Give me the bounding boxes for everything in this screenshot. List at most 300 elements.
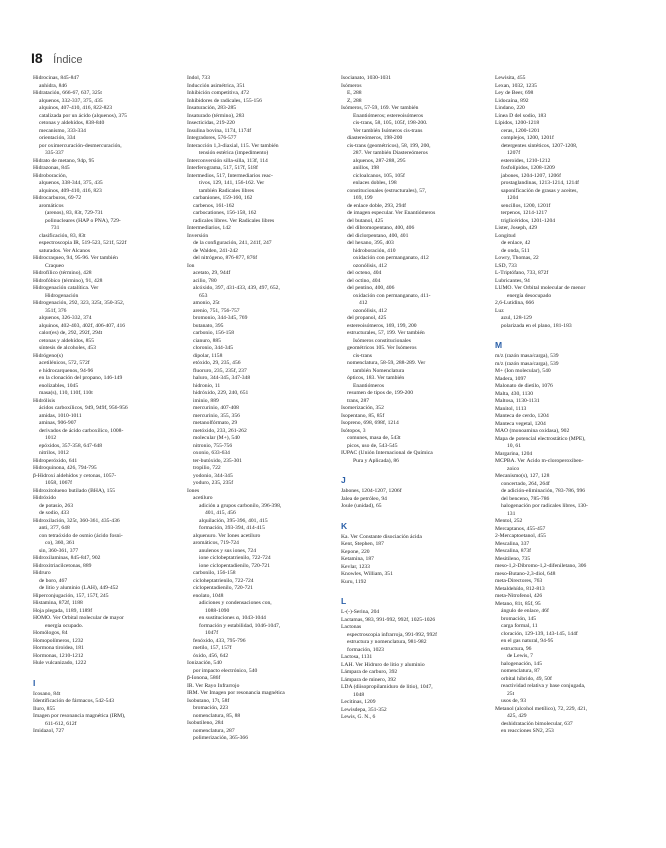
index-entry: Hidratación, 666-67, 637, 325t — [33, 90, 102, 96]
index-entry: tensión estérica (impedimento) — [199, 150, 269, 156]
index-entry: butanato, 395 — [193, 322, 224, 329]
index-entry: nomenclatura, 87 — [501, 668, 540, 674]
index-entry: acetato, 29, 944f — [193, 270, 231, 276]
index-section-letter: J — [341, 475, 346, 485]
index-entry: Homólogos, 84 — [33, 630, 68, 636]
index-entry: Hidroxitriacilcetonas, 889 — [33, 562, 92, 569]
index-section-letter: K — [341, 520, 348, 531]
index-entry: Isocianato, 1030-1031 — [341, 75, 392, 81]
index-entry: Inversión — [187, 232, 209, 239]
index-entry: ione ciclopentadienilo, 720-721 — [199, 562, 270, 569]
index-entry: prostaglandinas, 1213-1214, 1214f — [501, 180, 579, 186]
index-entry: de adición-eliminación, 783-786, 996 — [501, 488, 586, 494]
index-entry: Mesitileno, 735 — [495, 555, 531, 562]
index-entry: catalizada por un ácido (alquenos), 375 — [39, 112, 127, 119]
index-entry: Ion — [187, 262, 195, 269]
index-entry: Hidroxitolueno butilado (BHA), 155 — [33, 487, 116, 494]
index-entry: Ka. Ver Constante disociación ácida — [341, 533, 422, 540]
index-entry: Identificación de fármacos, 542-543 — [33, 698, 115, 704]
index-entry: formación, 393-394, 414-415 — [199, 525, 265, 531]
index-entry: del octino, 404 — [347, 277, 381, 284]
index-entry: Jabones, 1204-1207, 1206f — [341, 488, 402, 494]
index-entry: Hidroxilaminas, 845-847, 902 — [33, 555, 101, 561]
index-entry: diastereómeros, 198-200 — [347, 135, 403, 141]
index-entry: hidronio, 11 — [193, 382, 221, 389]
index-entry: nomenclatura, 287 — [193, 727, 235, 734]
index-entry: amidas, 1010-1011 — [39, 412, 82, 419]
index-entry: cicloheptatrienilo, 722-724 — [193, 577, 254, 584]
index-entry: acetiluro — [193, 495, 213, 501]
index-entry: Intermediarios, 142 — [187, 225, 231, 231]
index-entry: clasificación, 83, 83t — [39, 232, 86, 239]
index-entry: alquenos, 326-332, 374 — [39, 315, 92, 321]
index-entry: Malta, 430, 1130 — [495, 390, 534, 397]
index-section-letter: M — [495, 340, 503, 350]
index-entry: masa(s), 110, 110f, 110t — [39, 390, 93, 396]
index-entry: Inhibición competitiva, 472 — [187, 90, 249, 96]
index-entry: Interacción 1,3-diaxial, 115. Ver también — [187, 142, 279, 149]
index-entry: del benceno, 785-786 — [501, 495, 550, 502]
index-entry: Hidrocraqueo, 94, 95-96. Ver también — [33, 255, 118, 261]
index-entry: 2,6-Lutidina, 666 — [495, 300, 534, 306]
index-entry: del hexano, 395, 403 — [347, 240, 394, 246]
index-entry: Histamina, 872f, 1188 — [33, 600, 83, 606]
index-entry: meso-1,2-Dibromo-1,2-difeniletano, 306 — [495, 563, 587, 569]
index-entry: nitrilos, 1012 — [39, 450, 69, 456]
index-entry: enolizables, 1045 — [39, 382, 79, 389]
index-entry: co), 360, 361 — [45, 540, 75, 546]
index-entry: Integradores, 576-577 — [187, 135, 237, 141]
index-entry: 611-612, 612f — [45, 720, 77, 727]
index-entry: jabones, 1204-1207, 1206f — [501, 172, 561, 179]
index-entry: bromación, 145 — [501, 615, 537, 622]
index-entry: amonio, 25t — [193, 300, 220, 306]
index-entry: ozonólisis, 412 — [353, 307, 387, 314]
index-entry: espectroscopia infrarroja, 991-992, 992f — [347, 631, 437, 638]
index-entry: Hidruro — [33, 570, 51, 576]
index-entry: 401, 415, 456 — [205, 510, 236, 516]
index-column-4 — [495, 75, 637, 835]
index-entry: Knowles, William, 351 — [341, 571, 393, 577]
index-entry: meta-Directores, 763 — [495, 578, 543, 584]
index-entry: hidroboración, 410 — [353, 247, 396, 254]
index-entry: ter-butóxido, 235-301 — [193, 457, 242, 464]
index-entry: Imagen por resonancia magnética (IRM), — [33, 713, 126, 719]
index-entry: derivados de ácido carboxílico, 1008- — [39, 427, 124, 434]
index-entry: bromación, 223 — [193, 705, 229, 711]
index-entry: Z, 288 — [347, 97, 362, 104]
index-entry: HOMO. Ver Orbital molecular de mayor — [33, 615, 124, 621]
index-entry: en reacciones SN2, 253 — [501, 728, 554, 734]
index-column-3 — [341, 75, 483, 835]
index-entry: Lidocaína, 892 — [495, 97, 529, 104]
index-entry: Isopreno, 698, 698f, 1214 — [341, 420, 399, 426]
index-entry: Isómeros — [341, 82, 362, 89]
index-entry: cloración, 129-139, 143-145, 144f — [501, 630, 578, 637]
index-entry: IUPAC (Unión Internacional de Química — [341, 450, 433, 456]
index-entry: de potasio, 263 — [39, 502, 74, 509]
index-entry: Insecticidas, 219-220 — [187, 120, 235, 126]
index-entry: del pentino, 400, 406 — [347, 285, 395, 291]
index-entry: nomenclatura, 58-59, 288-289. Ver — [347, 360, 426, 366]
index-entry: carbocationes, 156-158, 162 — [193, 210, 257, 216]
index-entry: de enlace doble, 293, 294f — [347, 202, 407, 209]
index-entry: Manitol, 1113 — [495, 405, 527, 412]
index-entry: haluro, 344-345, 347-348 — [193, 375, 251, 381]
index-section-letter: I — [33, 677, 36, 688]
index-entry: e hidrocarquenos, 94-96 — [39, 367, 94, 374]
index-entry: también Radicales libres — [199, 187, 254, 194]
index-entry: Hidrofóbico (término), 91, 428 — [33, 277, 103, 284]
index-entry: Malonato de dietilo, 1076 — [495, 383, 553, 389]
index-entry: cetonas y aldehídos, 838-840 — [39, 120, 105, 126]
index-entry: formación, 1023 — [347, 646, 384, 653]
index-entry: Lowry, Thomas, 22 — [495, 255, 539, 261]
index-entry: Lindano, 220 — [495, 105, 525, 111]
index-entry: Lewisita, 455 — [495, 75, 526, 81]
index-entry: Lámpara de minero, 392 — [341, 676, 396, 683]
index-entry: ciclopentadienilo, 720-721 — [193, 585, 253, 591]
index-entry: fluoruro, 235, 235f, 237 — [193, 367, 247, 374]
index-entry: del dibromopentano, 400, 406 — [347, 225, 415, 231]
index-entry: adiciones y condensaciones con, — [199, 600, 272, 606]
index-entry: L-(-)-Serina, 204 — [341, 609, 380, 615]
index-entry: comunes, masa de, 543t — [347, 435, 401, 441]
index-entry: Enantiómeros; estereoisómeros — [353, 112, 424, 119]
index-entry: cicloalcanos, 105, 105f — [353, 172, 405, 179]
index-entry: Mapa de potencial electrostático (MPE), — [495, 435, 586, 442]
index-entry: Insulina bovina, 1174, 1174f — [187, 127, 252, 134]
index-entry: estructurales, 57, 199. Ver también — [347, 330, 425, 336]
index-entry: Inducción asimétrica, 351 — [187, 82, 245, 89]
index-entry: Lubricantes, 94 — [495, 277, 530, 284]
index-entry: LUMO. Ver Orbital molecular de menor — [495, 285, 586, 291]
index-entry: carbenos, 161-162 — [193, 202, 235, 209]
index-entry: 351f, 376 — [45, 307, 67, 314]
index-entry: MAO (monoamina oxidasa), 902 — [495, 428, 570, 434]
index-entry: 1088-1090 — [205, 607, 230, 614]
index-entry: de Lewis, 7 — [507, 653, 533, 659]
index-entry: fenóxido, 433, 795-796 — [193, 637, 246, 644]
index-entry: 287. Ver también Diastereómeros — [353, 150, 428, 156]
index-entry: metóxido, 233, 261-262 — [193, 427, 247, 434]
index-entry: Insaturación, 283-285 — [187, 105, 237, 111]
index-entry: 1048 — [353, 691, 365, 698]
index-entry: 1058, 1067f — [45, 480, 73, 486]
index-entry: energía ocupado. — [45, 622, 84, 629]
index-entry: Isómeros constitucionales — [353, 337, 411, 344]
index-entry: arenio, 751, 756-757 — [193, 307, 240, 314]
index-entry: Hidrogenación, 292, 323, 325t, 350-352, — [33, 300, 125, 306]
index-entry: geométricos 105. Ver Isómeros — [347, 345, 417, 351]
index-entry: metanolfórmato, 29 — [193, 420, 238, 426]
index-entry: Hidrofílico (término), 428 — [33, 270, 92, 276]
index-entry: Isómeros, 57-59, 169. Ver también — [341, 105, 419, 111]
index-entry: enolato, 1048 — [193, 592, 224, 599]
index-entry: Icosano, 84t — [33, 690, 61, 697]
index-entry: picos, uso de, 543-545 — [347, 442, 398, 449]
index-entry: Metano, 81t, 85f, 95 — [495, 600, 541, 607]
index-entry: oxidación con permanganato, 411- — [353, 292, 431, 299]
index-entry: Hormonas, 1210-1212 — [33, 652, 84, 659]
index-entry: Insaturado (término), 283 — [187, 112, 245, 119]
index-entry: anhidra, 846 — [39, 82, 67, 89]
index-entry: L-Triptófano, 733, 872f — [495, 270, 549, 276]
index-entry: IR. Ver Rayo Infrarrojo — [187, 682, 240, 689]
index-entry: (arenos), 83, 83t, 729-731 — [45, 210, 104, 216]
index-entry: alquilación, 395-396, 401, 415 — [199, 517, 268, 524]
index-entry: fosfolípidos, 1208-1209 — [501, 165, 555, 171]
index-entry: en el gas natural, 94-95 — [501, 638, 554, 644]
index-entry: Hule vulcanizado, 1222 — [33, 660, 87, 666]
index-column-2 — [187, 75, 329, 835]
index-entry: Manteca de cerdo, 1204 — [495, 413, 549, 419]
index-entry: Hidrocinas, 845-847 — [33, 75, 79, 81]
index-section-letter: L — [341, 596, 347, 606]
index-entry: Ley de Beer, 698 — [495, 90, 534, 96]
index-entry: detergentes sintéticos, 1207-1208, — [501, 142, 578, 149]
index-entry: Hormona tiroidea, 181 — [33, 645, 84, 651]
index-entry: β-Ionona, 586f — [187, 675, 221, 681]
index-entry: aromáticos — [39, 202, 64, 209]
index-entry: Hidroquinona, 426, 794-795 — [33, 465, 97, 471]
index-entry: Lewis, G. N., 6 — [341, 714, 376, 720]
index-entry: oxidación con permanganato, 412 — [353, 255, 429, 261]
index-entry: Línea D del sodio, 183 — [495, 112, 547, 119]
index-entry: acetilénicos, 572, 572f — [39, 360, 90, 366]
index-entry: esteroides, 1210-1212 — [501, 157, 551, 164]
index-entry: de enlace, 42 — [501, 240, 531, 246]
index-entry: deshidratación bimolecular, 637 — [501, 720, 573, 727]
index-entry: Mentol, 252 — [495, 518, 523, 524]
index-entry: enlaces dobles, 198 — [353, 180, 397, 186]
index-entry: reactividad relativa y base conjugada, — [501, 683, 586, 689]
index-entry: Lecitinas, 1209 — [341, 699, 376, 705]
index-entry: nitronio, 755-756 — [193, 442, 233, 449]
index-entry: complejos, 1200, 1201f — [501, 135, 554, 141]
index-entry: E, 288 — [347, 90, 362, 96]
index-entry: Lípidos, 1200-1218 — [495, 120, 540, 126]
index-entry: molecular (M+), 540 — [193, 435, 240, 441]
index-entry: Isobutano, 17t, 58f — [187, 697, 230, 704]
index-column-1 — [33, 75, 175, 835]
index-entry: zoico — [507, 465, 520, 472]
index-entry: Kuru, 1192 — [341, 578, 367, 585]
index-entry: Intermedios, 517, Intermediarios reac- — [187, 172, 273, 179]
index-entry: hidróxido, 229, 240, 651 — [193, 390, 249, 396]
index-entry: carbonilo, 156-158 — [193, 570, 236, 576]
index-entry: del propanol, 425 — [347, 315, 387, 321]
index-entry: constitucionales (estructurales), 57, — [347, 187, 427, 194]
index-entry: Lactamas, 983, 991-992, 992f, 1025-1026 — [341, 616, 436, 623]
index-entry: saponificación de grasas y aceites, — [501, 187, 578, 194]
index-entry: anillos, 198 — [353, 165, 380, 171]
index-entry: alcóxido, 397, 431-433, 439, 497, 652, — [193, 285, 280, 291]
index-entry: Jalea de petróleo, 94 — [341, 495, 387, 502]
index-entry: Iones — [187, 487, 200, 494]
index-entry: Isopentano, 85, 85f — [341, 412, 385, 419]
index-entry: Joule (unidad), 65 — [341, 503, 382, 509]
index-entry: también Nomenclatura — [353, 367, 405, 374]
index-entry: Hidroxilación, 325t, 360-361, 435-436 — [33, 517, 120, 524]
index-entry: Hidrógeno(s) — [33, 352, 63, 359]
index-entry: Hidrocarburos, 69-72 — [33, 195, 82, 201]
index-entry: anulenos y sus iones, 724 — [199, 547, 257, 554]
index-entry: Lister, Joseph, 429 — [495, 225, 538, 231]
index-entry: IRM. Ver Imagen por resonancia magnética — [187, 690, 285, 696]
index-entry: carbaniones, 159-160, 162 — [193, 195, 253, 201]
index-entry: Mecanismo(s), 127, 128 — [495, 473, 550, 479]
index-entry: Lexan, 1032, 1235 — [495, 82, 537, 89]
index-entry: Lewisdepa, 351-352 — [341, 706, 387, 713]
index-entry: m/z (razón masa/carga), 539 — [495, 360, 559, 367]
index-entry: formación y estabilidad, 1046-1047, — [199, 622, 281, 629]
index-entry: de onda, 511 — [501, 247, 530, 254]
index-entry: alquenos, 332-337, 375, 435 — [39, 97, 103, 104]
index-entry: adición a grupos carbonilo, 396-398, — [199, 502, 282, 509]
index-entry: Madera, 1097 — [495, 375, 527, 382]
index-entry: calor(es) de, 292, 292f, 294t — [39, 330, 103, 336]
index-entry: bromonio, 344-345, 769 — [193, 315, 248, 321]
index-entry: 1204 — [507, 195, 519, 201]
index-entry: de la configuración, 241, 241f, 247 — [193, 240, 272, 246]
index-entry: MCPBA. Ver Ácido m-cloroperoxiben- — [495, 458, 584, 464]
index-entry: 25t — [507, 690, 515, 697]
index-entry: ozonólisis, 412 — [353, 262, 387, 269]
index-entry: tropilio, 722 — [193, 465, 221, 471]
index-entry: por impacto electrónico, 540 — [193, 667, 258, 674]
index-entry: en sustituciones α, 1043-1044 — [199, 615, 266, 621]
index-entry: de litio y aluminio (LAH), 449-452 — [39, 585, 119, 591]
index-entry: Kepone, 220 — [341, 548, 370, 555]
index-entry: LSD, 733 — [495, 262, 517, 269]
index-entry: tivos, 129, 141, 156-162. Ver — [199, 180, 265, 186]
index-entry: Hidróxido — [33, 495, 56, 501]
index-entry: halogenación, 145 — [501, 660, 543, 667]
index-entry: M+ (Ion molecular), 540 — [495, 368, 551, 374]
index-entry: Metaldehído, 812-813 — [495, 585, 545, 592]
index-entry: orbital híbrido, 49, 50f — [501, 675, 552, 682]
index-entry: del octeno, 404 — [347, 270, 382, 276]
index-entry: por oximercuración-desmercuración, — [39, 142, 122, 149]
index-entry: meta-Nitrofenol, 426 — [495, 593, 543, 599]
index-entry: oxonio, 633-634 — [193, 450, 230, 456]
index-entry: Ketamina, 187 — [341, 556, 374, 562]
index-entry: ione ciclobeptatrienilo, 722-724 — [199, 555, 271, 561]
index-entry: en la clonación del propano, 146-149 — [39, 375, 123, 381]
index-entry: Mescalina, 873f — [495, 548, 532, 554]
index-entry: LDA (diisopropilamiduro de litio), 1047, — [341, 684, 433, 690]
index-entry: Pura y Aplicada), 86 — [353, 457, 399, 464]
index-entry: Manteca vegetal, 1204 — [495, 420, 546, 427]
index-entry: aminas, 906-907 — [39, 420, 77, 426]
index-entry: alquenos, 287-288, 295 — [353, 157, 406, 164]
index-entry: resumen de tipos de, 199-200 — [347, 390, 414, 396]
index-entry: carbonio, 156-158 — [193, 330, 235, 336]
index-entry: cianuro, 885 — [193, 337, 221, 344]
index-entry: ácidos carboxílicos, 949, 949f, 956-956 — [39, 405, 128, 411]
index-entry: Kent, Stephen, 187 — [341, 541, 384, 547]
index-entry: azul, 128-129 — [501, 315, 532, 321]
index-entry: síntesis de alcoholes, 453 — [39, 345, 96, 351]
index-entry: Hoja plegada, 1189, 1189f — [33, 607, 93, 614]
index-entry: m/z (razón masa/carga), 539 — [495, 353, 559, 359]
index-entry: dipolar, 1158 — [193, 352, 223, 359]
index-entry: terpenos, 1214-1217 — [501, 210, 547, 216]
index-entry: cis-trans (geométricos), 58, 199, 200, — [347, 142, 431, 149]
index-entry: Isótopos, 3 — [341, 427, 366, 434]
index-entry: Ver también Isómeros cis-trans — [353, 127, 423, 134]
index-entry: Hidroboración, — [33, 172, 68, 179]
index-entry: Isomerización, 352 — [341, 405, 384, 411]
index-entry: Mercaptanos, 455-457 — [495, 525, 546, 532]
index-entry: LAH. Ver Hidruro de litio y aluminio — [341, 661, 425, 668]
index-entry: Ionización, 540 — [187, 660, 222, 666]
index-entry: alquinos, 409-410, 416, 823 — [39, 187, 102, 194]
index-entry: Hidrogenación — [45, 292, 79, 299]
index-entry: 412 — [359, 300, 368, 306]
index-entry: 2-Mercaptoetanol, 455 — [495, 533, 546, 539]
index-entry: mecanismo, 333-334 — [39, 127, 86, 134]
index-entry: halogenación por radicales libres, 130- — [501, 503, 588, 509]
index-entry: Kevlar, 1233 — [341, 563, 370, 570]
index-entry: alquenos, 338-344, 375, 435 — [39, 180, 103, 186]
index-entry: polimerización, 365-366 — [193, 735, 248, 741]
index-entry: 1207f — [507, 150, 521, 156]
index-entry: 10, 61 — [507, 443, 521, 449]
page-header — [31, 50, 83, 66]
index-entry: Longitud — [495, 232, 516, 239]
index-entry: 131 — [507, 510, 516, 517]
index-entry: de boro, 467 — [39, 577, 68, 584]
index-entry: epóxidos, 357-358, 647-648 — [39, 442, 103, 449]
index-entry: acilio, 780 — [193, 277, 217, 284]
index-entry: de sodio, 433 — [39, 510, 69, 516]
index-entry: estructura y nomenclatura, 981-982 — [347, 639, 427, 645]
index-entry: óxido, 456, 642 — [193, 652, 229, 659]
page-title: Índice — [53, 54, 83, 66]
index-entry: energía desocupado — [507, 292, 552, 299]
index-entry: trans, 287 — [347, 397, 370, 404]
index-entry: del diclorpentano, 400, 401 — [347, 232, 409, 239]
index-entry: cis-trans — [353, 352, 372, 359]
index-entry: Lactosa, 1131 — [341, 654, 373, 660]
index-entry: saturados. Ver Alcanos — [39, 247, 91, 254]
index-entry: polarizada en el plano, 181-183 — [501, 322, 572, 329]
index-entry: espectroscopia IR, 519-523, 521f, 522f — [39, 240, 127, 246]
index-entry: de imagen especular. Ver Enantiómeros — [347, 210, 436, 216]
index-entry: Inhibidores de radicales, 155-156 — [187, 97, 262, 104]
index-entry: de Walden, 241-242 — [193, 247, 238, 254]
index-entry: Hidrogenación catalítica. Ver — [33, 285, 99, 291]
index-entry: metilo, 157, 157f — [193, 645, 232, 651]
index-entry: β-Hidroxi aldehídos y cetonas, 1057- — [33, 472, 117, 479]
index-entry: polinucleares (HAP o PNA), 729- — [45, 217, 121, 224]
index-entry: Imidazol, 727 — [33, 728, 65, 734]
index-entry: estructura, 96 — [501, 645, 532, 652]
index-entry: con tetraóxido de osmio (ácido fosni- — [39, 532, 123, 539]
index-entry: sin, 360-361, 377 — [39, 547, 79, 554]
index-entry: 731 — [51, 225, 60, 231]
index-entry: 653 — [199, 292, 208, 299]
index-entry: triglicéridos, 1201-1204 — [501, 217, 556, 224]
index-entry: mercurinio, 407-408 — [193, 405, 239, 411]
index-entry: estereoisómeros, 169, 199, 200 — [347, 322, 417, 329]
index-entry: Margarina, 1204 — [495, 450, 533, 457]
index-entry: Hidroperóxido, 641 — [33, 457, 78, 464]
index-entry: Maltosa, 1130-1131 — [495, 398, 540, 404]
index-entry: orientación, 334 — [39, 135, 76, 141]
